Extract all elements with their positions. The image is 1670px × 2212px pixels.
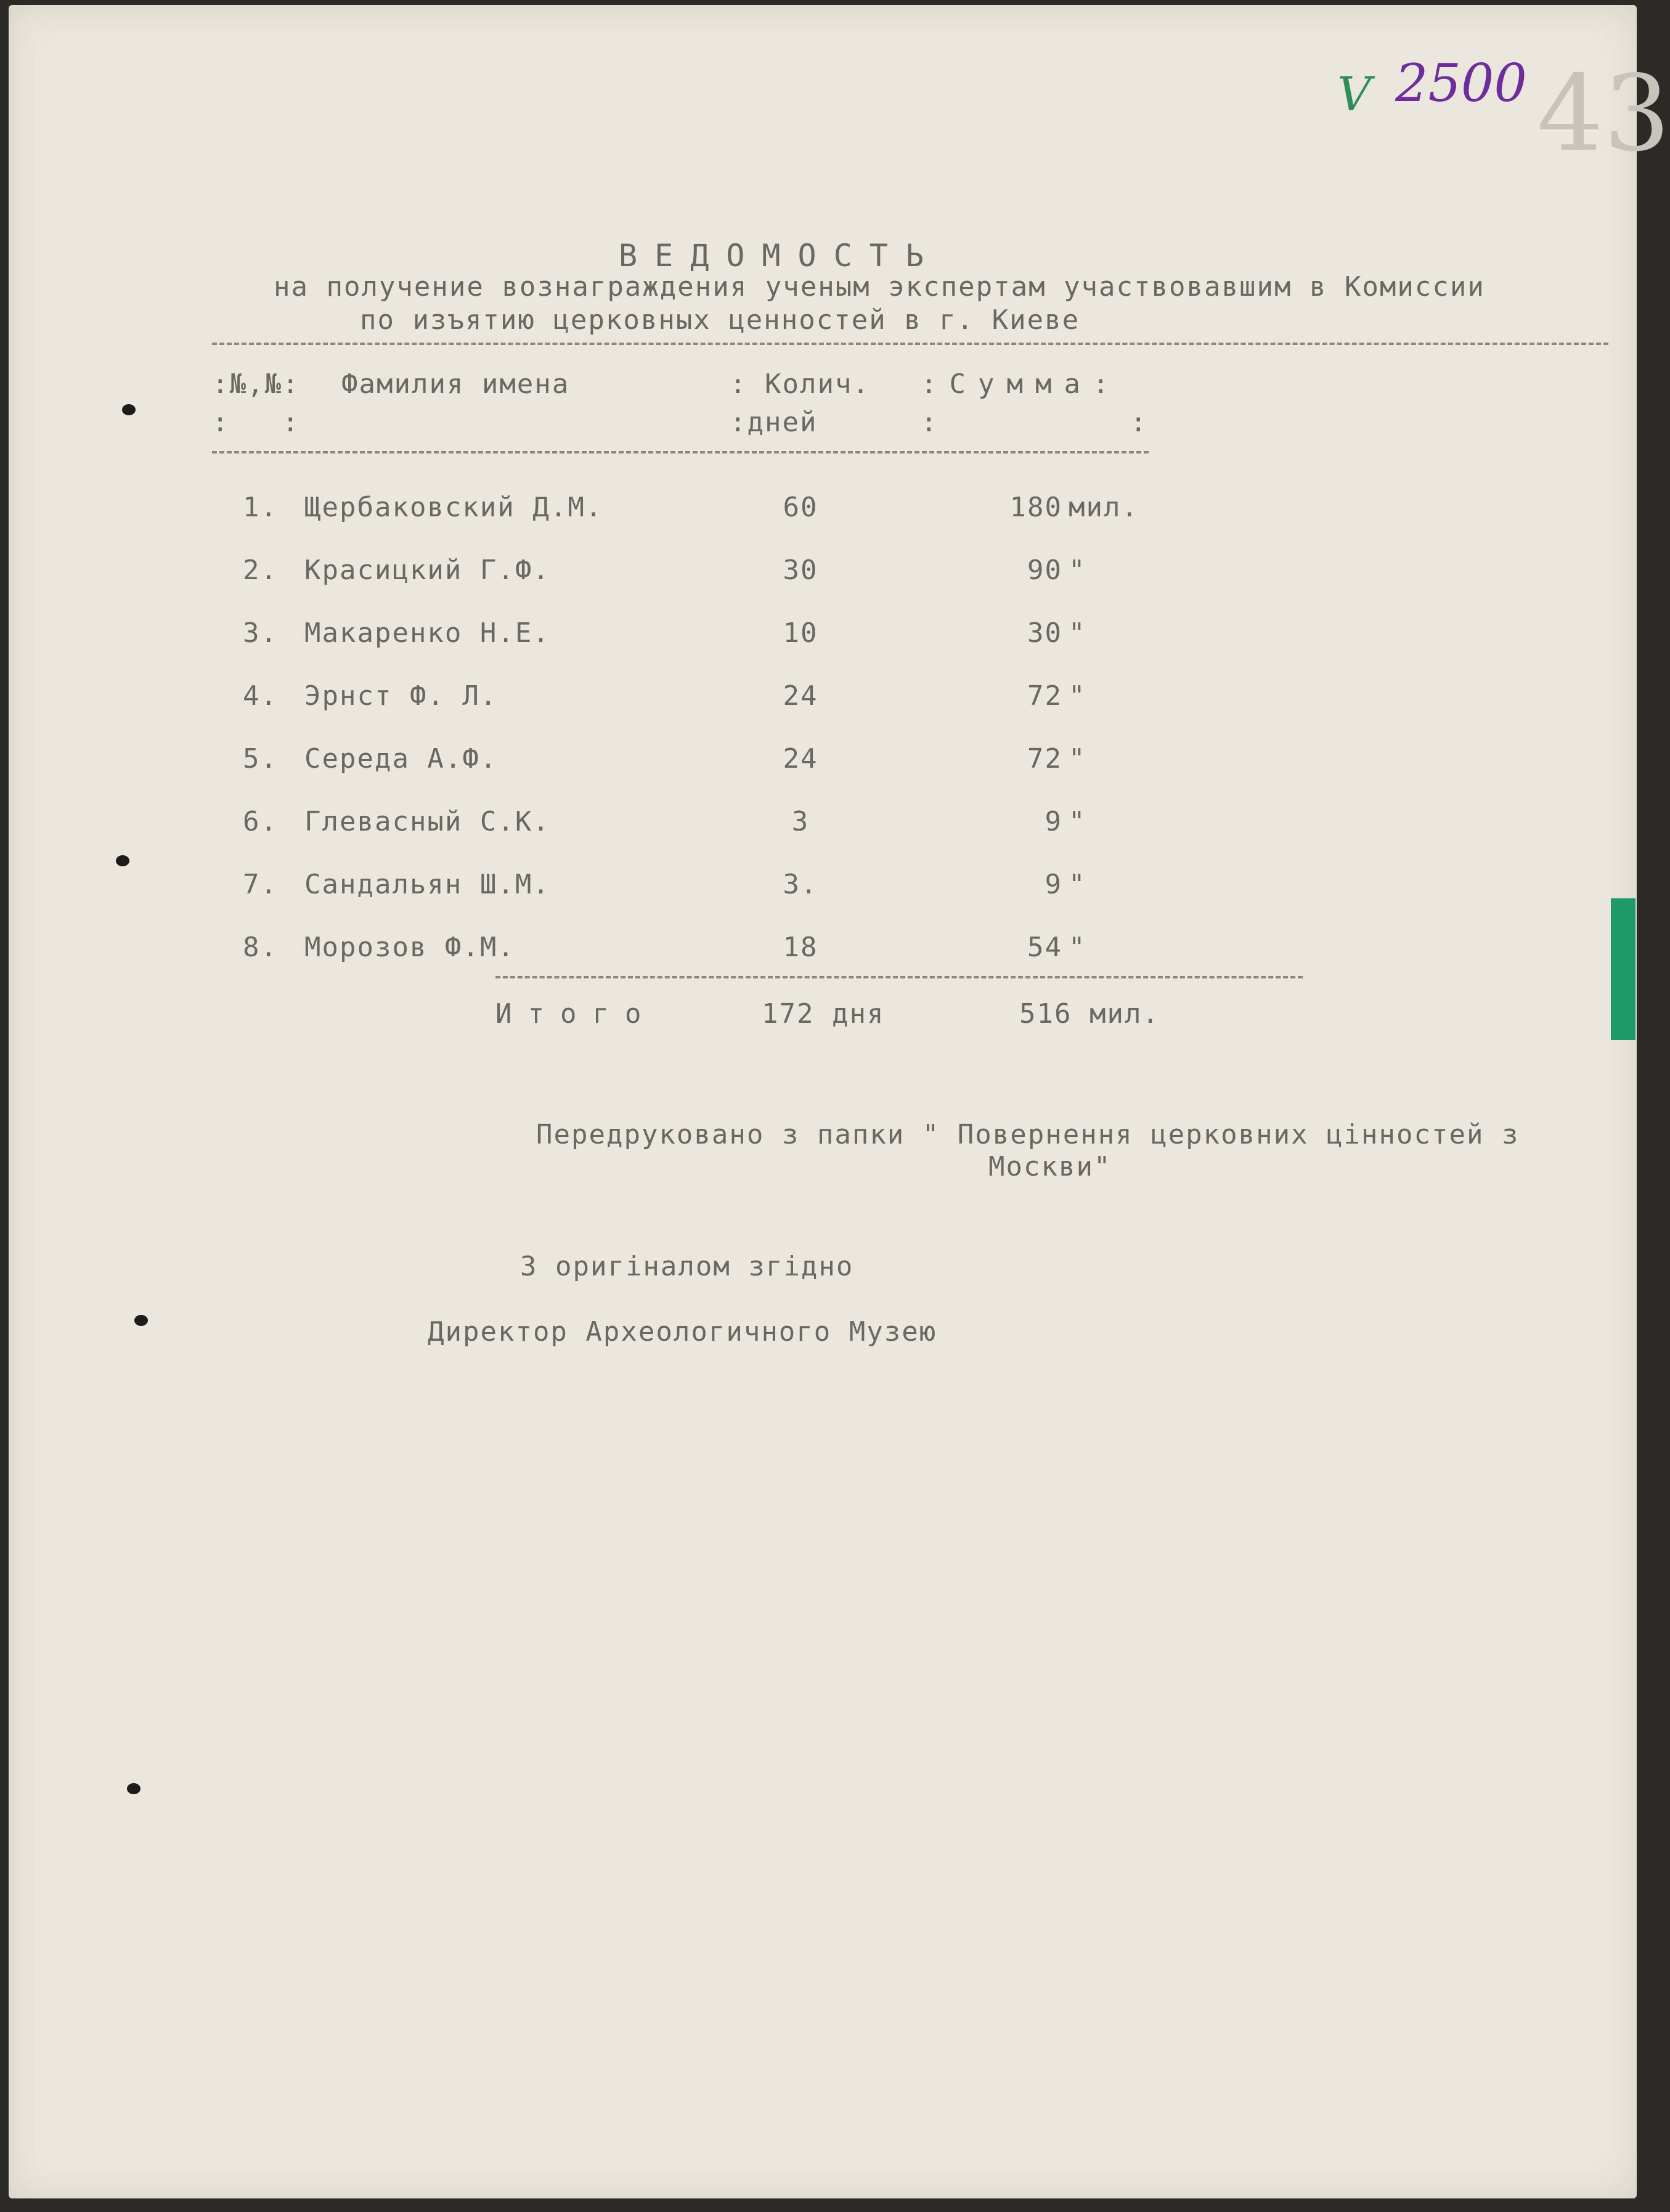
total-label: Итого (495, 998, 658, 1030)
row-sum: 54 (1027, 932, 1062, 963)
row-unit: " (1069, 743, 1086, 775)
binding-hole (127, 1783, 141, 1794)
row-number: 5. (243, 743, 278, 775)
binding-hole (122, 404, 136, 415)
header-number: :№,№: (212, 368, 300, 400)
green-tab (1611, 898, 1635, 1040)
row-sum: 9 (1045, 869, 1062, 900)
total-sum: 516 мил. (1019, 998, 1160, 1030)
divider-top (212, 343, 1608, 345)
certification-line1: З оригіналом згідно (520, 1251, 854, 1282)
row-name: Макаренко Н.Е. (304, 617, 550, 649)
row-number: 7. (243, 869, 278, 900)
header-name: Фамилия имена (341, 368, 570, 400)
row-number: 2. (243, 555, 278, 586)
row-days: 10 (783, 617, 818, 649)
row-sum: 72 (1027, 743, 1062, 775)
row-name: Сандальян Ш.М. (304, 869, 550, 900)
row-unit: " (1069, 555, 1086, 586)
header-number-cont: : : (212, 407, 300, 438)
binding-hole (134, 1315, 148, 1326)
row-sum: 90 (1027, 555, 1062, 586)
header-days-line2: :дней (730, 407, 818, 438)
note-line1: Передруковано з папки " Повернення церковних цінностей з (536, 1119, 1520, 1150)
handwritten-page-number: 43 (1537, 53, 1670, 175)
row-number: 8. (243, 932, 278, 963)
header-sum-cont-right: : (1130, 407, 1148, 438)
certification-line2: Директор Археологичного Музею (428, 1316, 937, 1348)
row-unit: " (1069, 680, 1086, 712)
row-sum: 30 (1027, 617, 1062, 649)
row-number: 6. (243, 806, 278, 837)
row-unit: " (1069, 869, 1086, 900)
row-name: Щербаковский Д.М. (304, 492, 603, 523)
total-days: 172 дня (762, 998, 885, 1030)
row-name: Глевасный С.К. (304, 806, 550, 837)
row-name: Морозов Ф.М. (304, 932, 515, 963)
document-subtitle-line1: на получение вознаграждения ученым экспертам участвовавшим в Комиссии (274, 271, 1485, 303)
row-number: 3. (243, 617, 278, 649)
row-name: Середа А.Ф. (304, 743, 498, 775)
handwritten-amount: 2500 (1395, 53, 1527, 113)
document-title: ВЕДОМОСТЬ (619, 238, 941, 274)
row-days: 60 (783, 492, 818, 523)
row-days: 18 (783, 932, 818, 963)
row-days: 3. (783, 869, 818, 900)
row-name: Красицкий Г.Ф. (304, 555, 550, 586)
row-unit: мил. (1069, 492, 1139, 523)
note-line2: Москви" (988, 1151, 1112, 1182)
divider-header (212, 451, 1149, 453)
header-sum: :Сумма: (921, 368, 1122, 400)
row-sum: 9 (1045, 806, 1062, 837)
row-days: 30 (783, 555, 818, 586)
handwritten-check: V (1337, 67, 1371, 121)
row-days: 3 (791, 806, 810, 837)
header-sum-cont: : (921, 407, 939, 438)
row-number: 4. (243, 680, 278, 712)
row-number: 1. (243, 492, 278, 523)
divider-total (495, 976, 1303, 978)
row-sum: 72 (1027, 680, 1062, 712)
row-days: 24 (783, 680, 818, 712)
row-unit: " (1069, 932, 1086, 963)
document-page (9, 5, 1670, 2198)
row-name: Эрнст Ф. Л. (304, 680, 498, 712)
row-sum: 180 (1009, 492, 1062, 523)
header-days: : Колич. (730, 368, 870, 400)
row-unit: " (1069, 617, 1086, 649)
row-days: 24 (783, 743, 818, 775)
row-unit: " (1069, 806, 1086, 837)
binding-hole (116, 855, 129, 866)
document-subtitle-line2: по изъятию церковных ценностей в г. Киеве (360, 304, 1080, 336)
